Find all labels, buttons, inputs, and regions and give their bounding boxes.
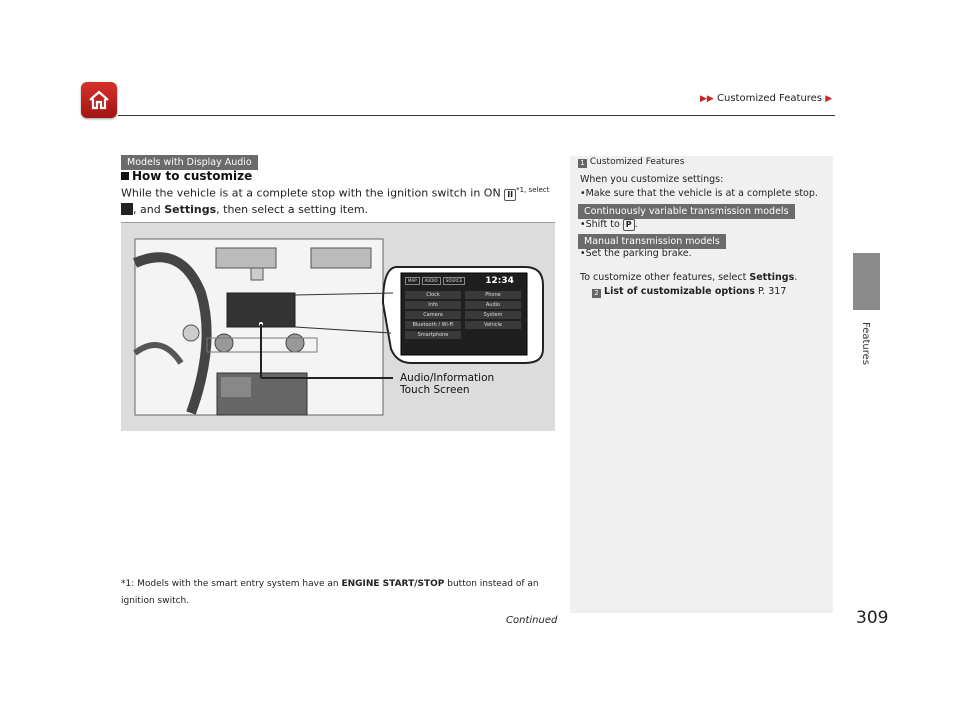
section-tab[interactable] (853, 253, 880, 310)
menu-phone[interactable]: Phone (465, 291, 521, 299)
panel-other-end: . (794, 272, 798, 283)
header-rule (118, 115, 835, 116)
link-text: List of customizable options (604, 286, 755, 297)
footnote-bold: ENGINE START/STOP (341, 579, 445, 589)
link-page: P. 317 (757, 286, 787, 297)
panel-settings-word: Settings (749, 272, 795, 283)
panel-bullet-2-end: . (634, 219, 638, 230)
panel-bullet-2 (580, 219, 638, 231)
bullet-icon: • (580, 188, 586, 199)
footnote (121, 576, 561, 610)
customizable-options-link[interactable] (592, 286, 786, 298)
panel-title-text: Customized Features (589, 157, 685, 167)
menu-vehicle[interactable]: Vehicle (465, 321, 521, 329)
footnote-text-c: ignition switch. (121, 596, 190, 606)
panel-other-features (580, 272, 797, 283)
callout-label (400, 372, 494, 396)
home-icon (87, 88, 111, 112)
menu-clock[interactable]: Clock (405, 291, 461, 299)
callout-label-line-2: Touch Screen (400, 384, 470, 396)
screen-clock: 12:34 (485, 276, 514, 286)
panel-intro: When you customize settings: (580, 174, 724, 185)
instruction-text-3: , then select a setting item. (216, 203, 369, 216)
footnote-ref: *1, select (516, 186, 550, 194)
ignition-key-label: II (504, 189, 516, 201)
heading-square-icon (121, 172, 129, 180)
mt-badge: Manual transmission models (578, 234, 726, 249)
audio-button[interactable]: AUDIO (422, 277, 441, 285)
instruction-line-1 (121, 186, 549, 201)
panel-other-text: To customize other features, select (580, 272, 747, 283)
menu-bluetooth[interactable]: Bluetooth / Wi-Fi (405, 321, 461, 329)
footnote-text-b: button instead of an (447, 579, 539, 589)
note-marker-icon: 1 (578, 159, 587, 168)
panel-bullet-1 (580, 188, 818, 199)
home-key-icon (121, 203, 133, 215)
footnote-text-a: *1: Models with the smart entry system have an (121, 579, 339, 589)
panel-title (578, 157, 684, 168)
bullet-icon: • (580, 248, 586, 259)
cvt-badge: Continuously variable transmission models (578, 204, 795, 219)
instruction-text: While the vehicle is at a complete stop with the ignition switch in ON (121, 186, 501, 200)
reference-arrow-icon: 2 (592, 289, 601, 298)
section-heading (121, 169, 252, 183)
park-key-label: P (623, 219, 635, 231)
continued-label: Continued (506, 615, 558, 626)
menu-smartphone[interactable]: Smartphone (405, 331, 461, 339)
menu-camera[interactable]: Camera (405, 311, 461, 319)
menu-system[interactable]: System (465, 311, 521, 319)
callout-label-line-1: Audio/Information (400, 372, 495, 384)
touch-screen-menu (405, 277, 523, 351)
page-number: 309 (856, 608, 889, 628)
bullet-icon: • (580, 219, 586, 230)
section-label: Features (860, 322, 871, 365)
breadcrumb-arrow-icon: ▶▶ (700, 94, 714, 104)
panel-bullet-1-text: Make sure that the vehicle is at a complete stop. (585, 188, 818, 199)
heading-text: How to customize (132, 169, 253, 183)
instruction-line-2 (121, 203, 368, 216)
menu-audio[interactable]: Audio (465, 301, 521, 309)
breadcrumb-end-arrow-icon: ▶ (825, 94, 833, 104)
map-button[interactable]: MAP (405, 277, 420, 285)
settings-word: Settings (164, 203, 217, 216)
home-button[interactable] (81, 82, 117, 118)
breadcrumb[interactable] (700, 93, 832, 104)
panel-bullet-3 (580, 248, 692, 259)
panel-bullet-2-text: Shift to (585, 219, 620, 230)
dashboard-illustration (121, 222, 555, 431)
breadcrumb-label: Customized Features (717, 93, 823, 104)
display-audio-badge: Models with Display Audio (121, 155, 258, 170)
panel-bullet-3-text: Set the parking brake. (585, 248, 692, 259)
instruction-text-2: , and (133, 203, 161, 216)
menu-info[interactable]: Info (405, 301, 461, 309)
source-button[interactable]: SOURCE (443, 277, 466, 285)
